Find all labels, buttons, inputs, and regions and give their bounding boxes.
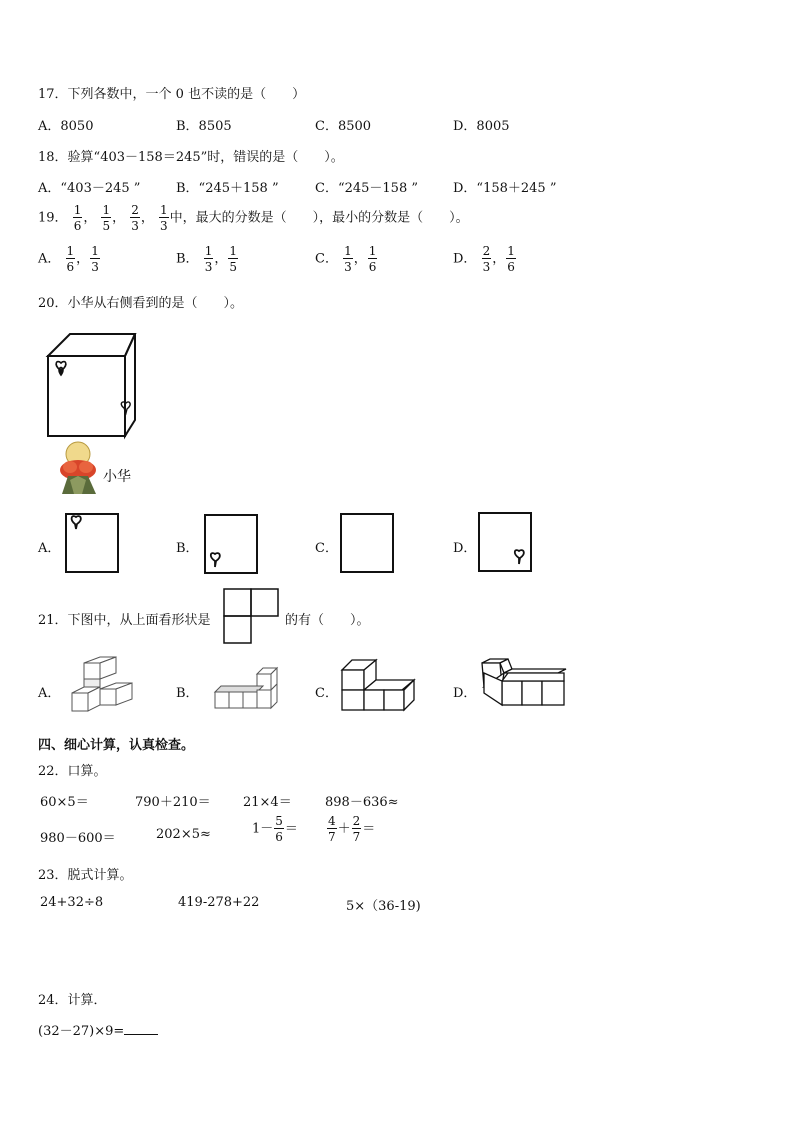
q20-option-a-figure[interactable] — [65, 513, 119, 575]
q19-stem: 19． $\frac{1}{6}$ ， $\frac{1}{5}$ ， $\frac{2}{3}$ ， $\frac{1}{3}$ 中，最大的分数是（ ），最小的分数是（ ）。 — [38, 203, 469, 233]
q19-option-d[interactable]: D． $\frac{2}{3}$ ， $\frac{1}{6}$ — [453, 244, 515, 274]
q20-stem: 20．小华从右侧看到的是（ ）。 — [38, 296, 244, 311]
q18-option-c[interactable]: C．“245－158 ” — [315, 181, 418, 196]
q22-expr-8: $\frac{4}{7}$ ＋ $\frac{2}{7}$ ＝ — [328, 814, 376, 844]
heart-icon — [72, 516, 81, 529]
section4-title: 四、细心计算，认真检查。 — [38, 738, 195, 753]
q22-expr-2: 790＋210＝ — [135, 795, 211, 810]
q20-option-d-label[interactable]: D． — [453, 541, 477, 556]
q21-stem-head: 21．下图中，从上面看形状是 — [38, 613, 211, 628]
q20-option-c-label[interactable]: C． — [315, 541, 338, 556]
q18-stem: 18．验算“403－158＝245”时，错误的是（ ）。 — [38, 150, 344, 165]
q22-expr-4: 898－636≈ — [325, 795, 399, 810]
q19-stem-tail: 中，最大的分数是（ ），最小的分数是（ ）。 — [169, 210, 469, 226]
q21-option-a-label[interactable]: A． — [38, 686, 61, 701]
q23-item-3: 5×（36-19) — [346, 899, 421, 914]
q22-expr-6: 202×5≈ — [156, 827, 211, 842]
q19-frac-1: $\frac{1}{6}$ — [73, 203, 82, 233]
xiaohua-label: 小华 — [103, 469, 131, 485]
q22-stem: 22．口算。 — [38, 764, 107, 779]
q24-stem: 24．计算． — [38, 993, 107, 1008]
q17-stem: 17．下列各数中，一个 0 也不读的是（ ） — [38, 87, 306, 102]
q22-expr-7: 1－ $\frac{5}{6}$ ＝ — [252, 814, 298, 844]
q23-stem: 23．脱式计算。 — [38, 868, 133, 883]
q20-option-c-figure[interactable] — [340, 513, 394, 575]
q21-option-b-figure[interactable] — [213, 664, 279, 712]
q18-option-a[interactable]: A．“403－245 ” — [38, 181, 141, 196]
q19-option-c[interactable]: C． $\frac{1}{3}$ ， $\frac{1}{6}$ — [315, 244, 377, 274]
q20-option-d-figure[interactable] — [478, 512, 532, 574]
q18-option-b[interactable]: B．“245＋158 ” — [176, 181, 279, 196]
q19-frac-4: $\frac{1}{3}$ — [160, 203, 168, 233]
q20-cube-figure — [40, 328, 150, 443]
q19-frac-2: $\frac{1}{5}$ — [102, 203, 111, 233]
xiaohua-avatar — [56, 440, 106, 496]
q20-option-b-figure[interactable] — [204, 514, 258, 576]
q19-option-b[interactable]: B． $\frac{1}{3}$ ， $\frac{1}{5}$ — [176, 244, 237, 274]
q21-option-c-label[interactable]: C． — [315, 686, 338, 701]
q22-expr-3: 21×4＝ — [243, 795, 292, 810]
q21-top-view-shape — [223, 588, 281, 646]
q21-stem-tail: 的有（ ）。 — [285, 613, 370, 628]
q23-item-2: 419-278+22 — [178, 895, 260, 910]
q19-option-a[interactable]: A． $\frac{1}{6}$ ， $\frac{1}{3}$ — [38, 244, 99, 274]
q22-expr-5: 980－600＝ — [40, 831, 116, 846]
q24-item: (32－27)×9= — [38, 1020, 158, 1039]
q21-option-d-label[interactable]: D． — [453, 686, 477, 701]
q19-frac-3: $\frac{2}{3}$ — [131, 203, 139, 233]
q21-option-c-figure[interactable] — [340, 658, 420, 714]
q21-option-d-figure[interactable] — [480, 659, 570, 711]
heart-icon — [515, 550, 524, 564]
q21-option-a-figure[interactable] — [70, 655, 138, 715]
q17-option-a[interactable]: A．8050 — [38, 119, 94, 134]
q17-option-c[interactable]: C．8500 — [315, 119, 372, 134]
q17-option-d[interactable]: D．8005 — [453, 119, 510, 134]
q20-option-b-label[interactable]: B． — [176, 541, 199, 556]
heart-icon — [211, 553, 220, 567]
q21-option-b-label[interactable]: B． — [176, 686, 199, 701]
q19-number: 19． — [38, 210, 68, 226]
q20-option-a-label[interactable]: A． — [38, 541, 61, 556]
q18-option-d[interactable]: D．“158＋245 ” — [453, 181, 557, 196]
q17-option-b[interactable]: B．8505 — [176, 119, 232, 134]
q22-expr-1: 60×5＝ — [40, 795, 89, 810]
q23-item-1: 24+32÷8 — [40, 895, 104, 910]
answer-blank[interactable] — [124, 1022, 158, 1035]
